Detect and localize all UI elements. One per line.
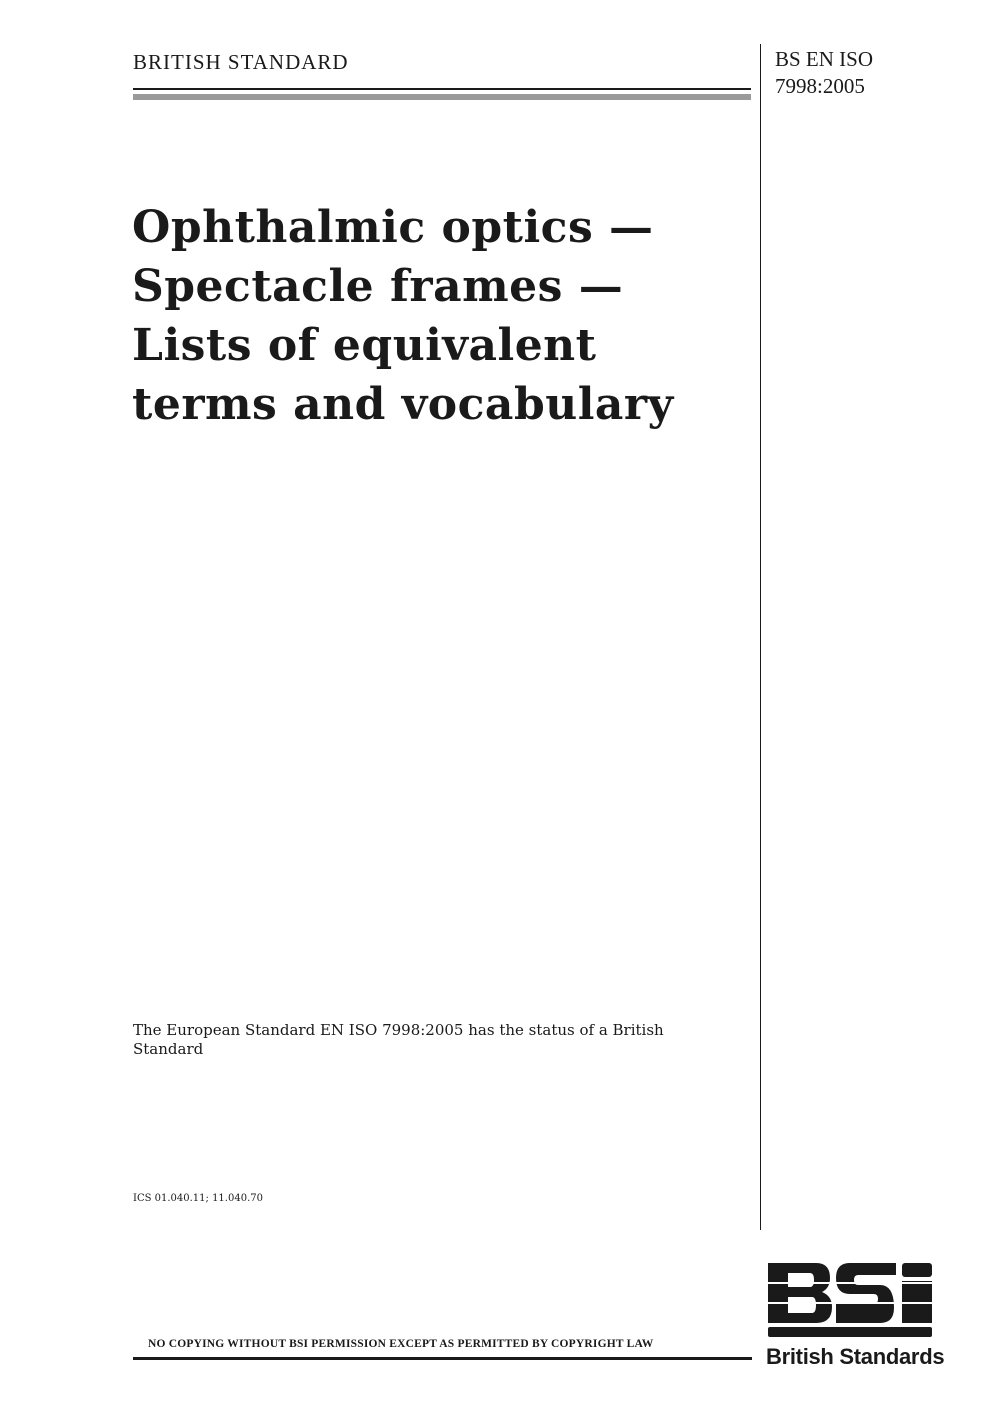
- document-number: [775, 46, 873, 100]
- header-rule-thick: [133, 94, 751, 100]
- title-line-3: Lists of equivalent: [132, 320, 597, 371]
- footer-rule: [133, 1357, 752, 1360]
- vertical-divider: [760, 44, 761, 1230]
- status-statement: The European Standard EN ISO 7998:2005 has the status of a British Standard: [133, 1021, 664, 1058]
- header-rule-thin: [133, 88, 751, 90]
- bsi-logo-caption: British Standards: [766, 1344, 945, 1369]
- title-line-1: Ophthalmic optics —: [132, 202, 654, 253]
- title-line-2: Spectacle frames —: [132, 261, 624, 312]
- document-number-line-2: 7998:2005: [775, 74, 865, 98]
- ics-codes: ICS 01.040.11; 11.040.70: [133, 1193, 263, 1204]
- copyright-notice: NO COPYING WITHOUT BSI PERMISSION EXCEPT AS PERMITTED BY COPYRIGHT LAW: [148, 1338, 654, 1350]
- document-title: [132, 198, 742, 434]
- document-number-line-1: BS EN ISO: [775, 47, 874, 71]
- title-line-4: terms and vocabulary: [132, 379, 674, 430]
- header-label: BRITISH STANDARD: [133, 50, 349, 74]
